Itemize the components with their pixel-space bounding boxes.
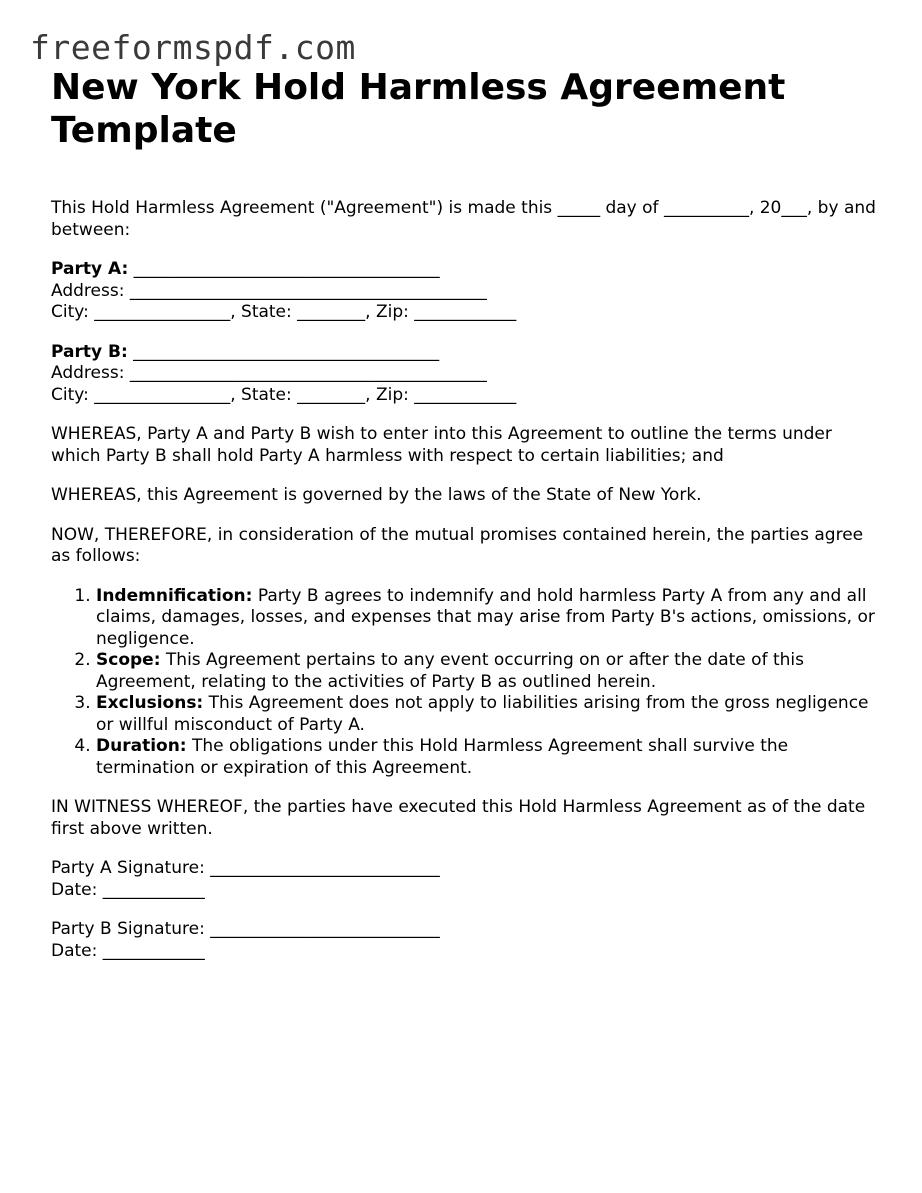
clause-heading: Indemnification: — [96, 585, 253, 606]
document-page — [51, 66, 881, 962]
party-a-name-blank: ____________________________________ — [128, 259, 440, 279]
clause-item — [96, 650, 881, 693]
clause-text: This Agreement does not apply to liabilities arising from the gross negligence or willful misconduct of Party A. — [96, 693, 869, 735]
clause-text: This Agreement pertains to any event occurring on or after the date of this Agreement, relating to the activities of Party B as outlined herein. — [96, 650, 804, 692]
party-b-signature-line: Party B Signature: ___________________________ — [51, 919, 440, 939]
party-b-name-blank: ____________________________________ — [127, 341, 440, 362]
party-b-address-line: Address: __________________________________________ — [51, 363, 487, 383]
party-b-label: Party B: — [51, 341, 128, 362]
witness-paragraph: IN WITNESS WHEREOF, the parties have executed this Hold Harmless Agreement as of the date first above written. — [51, 797, 866, 839]
party-a-address-line: Address: __________________________________________ — [51, 280, 487, 301]
clause-item — [96, 693, 881, 736]
party-a-city-line: City: ________________, State: ________, Zip: ____________ — [51, 302, 517, 322]
whereas-paragraph-2: WHEREAS, this Agreement is governed by the laws of the State of New York. — [51, 485, 702, 505]
watermark: freeformspdf.com — [30, 28, 356, 67]
party-b-block — [51, 342, 881, 407]
document-body — [51, 198, 881, 962]
party-b-signature-block — [51, 919, 881, 962]
clause-item — [96, 736, 881, 779]
clause-heading: Duration: — [96, 736, 187, 756]
clause-text: The obligations under this Hold Harmless Agreement shall survive the termination or expiration of this Agreement. — [96, 736, 789, 778]
clause-item — [96, 586, 881, 651]
party-a-signature-block — [51, 858, 881, 901]
intro-paragraph: This Hold Harmless Agreement ("Agreement") is made this _____ day of __________, 20___, by and between: — [51, 198, 876, 240]
party-a-date-line: Date: ____________ — [51, 879, 205, 900]
party-b-name-line — [51, 342, 881, 364]
whereas-paragraph-1: WHEREAS, Party A and Party B wish to enter into this Agreement to outline the terms under which Party B shall hold Party A harmless with respect to certain liabilities; and — [51, 424, 832, 466]
party-a-name-line — [51, 259, 881, 281]
party-a-label: Party A: — [51, 259, 129, 279]
clause-heading: Scope: — [96, 650, 161, 670]
party-a-block — [51, 259, 881, 324]
now-therefore-paragraph: NOW, THEREFORE, in consideration of the mutual promises contained herein, the parties agree as follows: — [51, 524, 864, 566]
clause-heading: Exclusions: — [96, 693, 204, 713]
clause-text: Party B agrees to indemnify and hold harmless Party A from any and all claims, damages, losses, and expenses that may arise from Party B's actions, omissions, or negligence. — [96, 585, 875, 649]
party-b-date-line: Date: ____________ — [51, 940, 205, 961]
document-title: New York Hold Harmless Agreement Template — [51, 67, 786, 151]
party-a-signature-line: Party A Signature: ___________________________ — [51, 858, 440, 878]
clause-list — [51, 586, 881, 780]
party-b-city-line: City: ________________, State: ________, Zip: ____________ — [51, 384, 517, 405]
